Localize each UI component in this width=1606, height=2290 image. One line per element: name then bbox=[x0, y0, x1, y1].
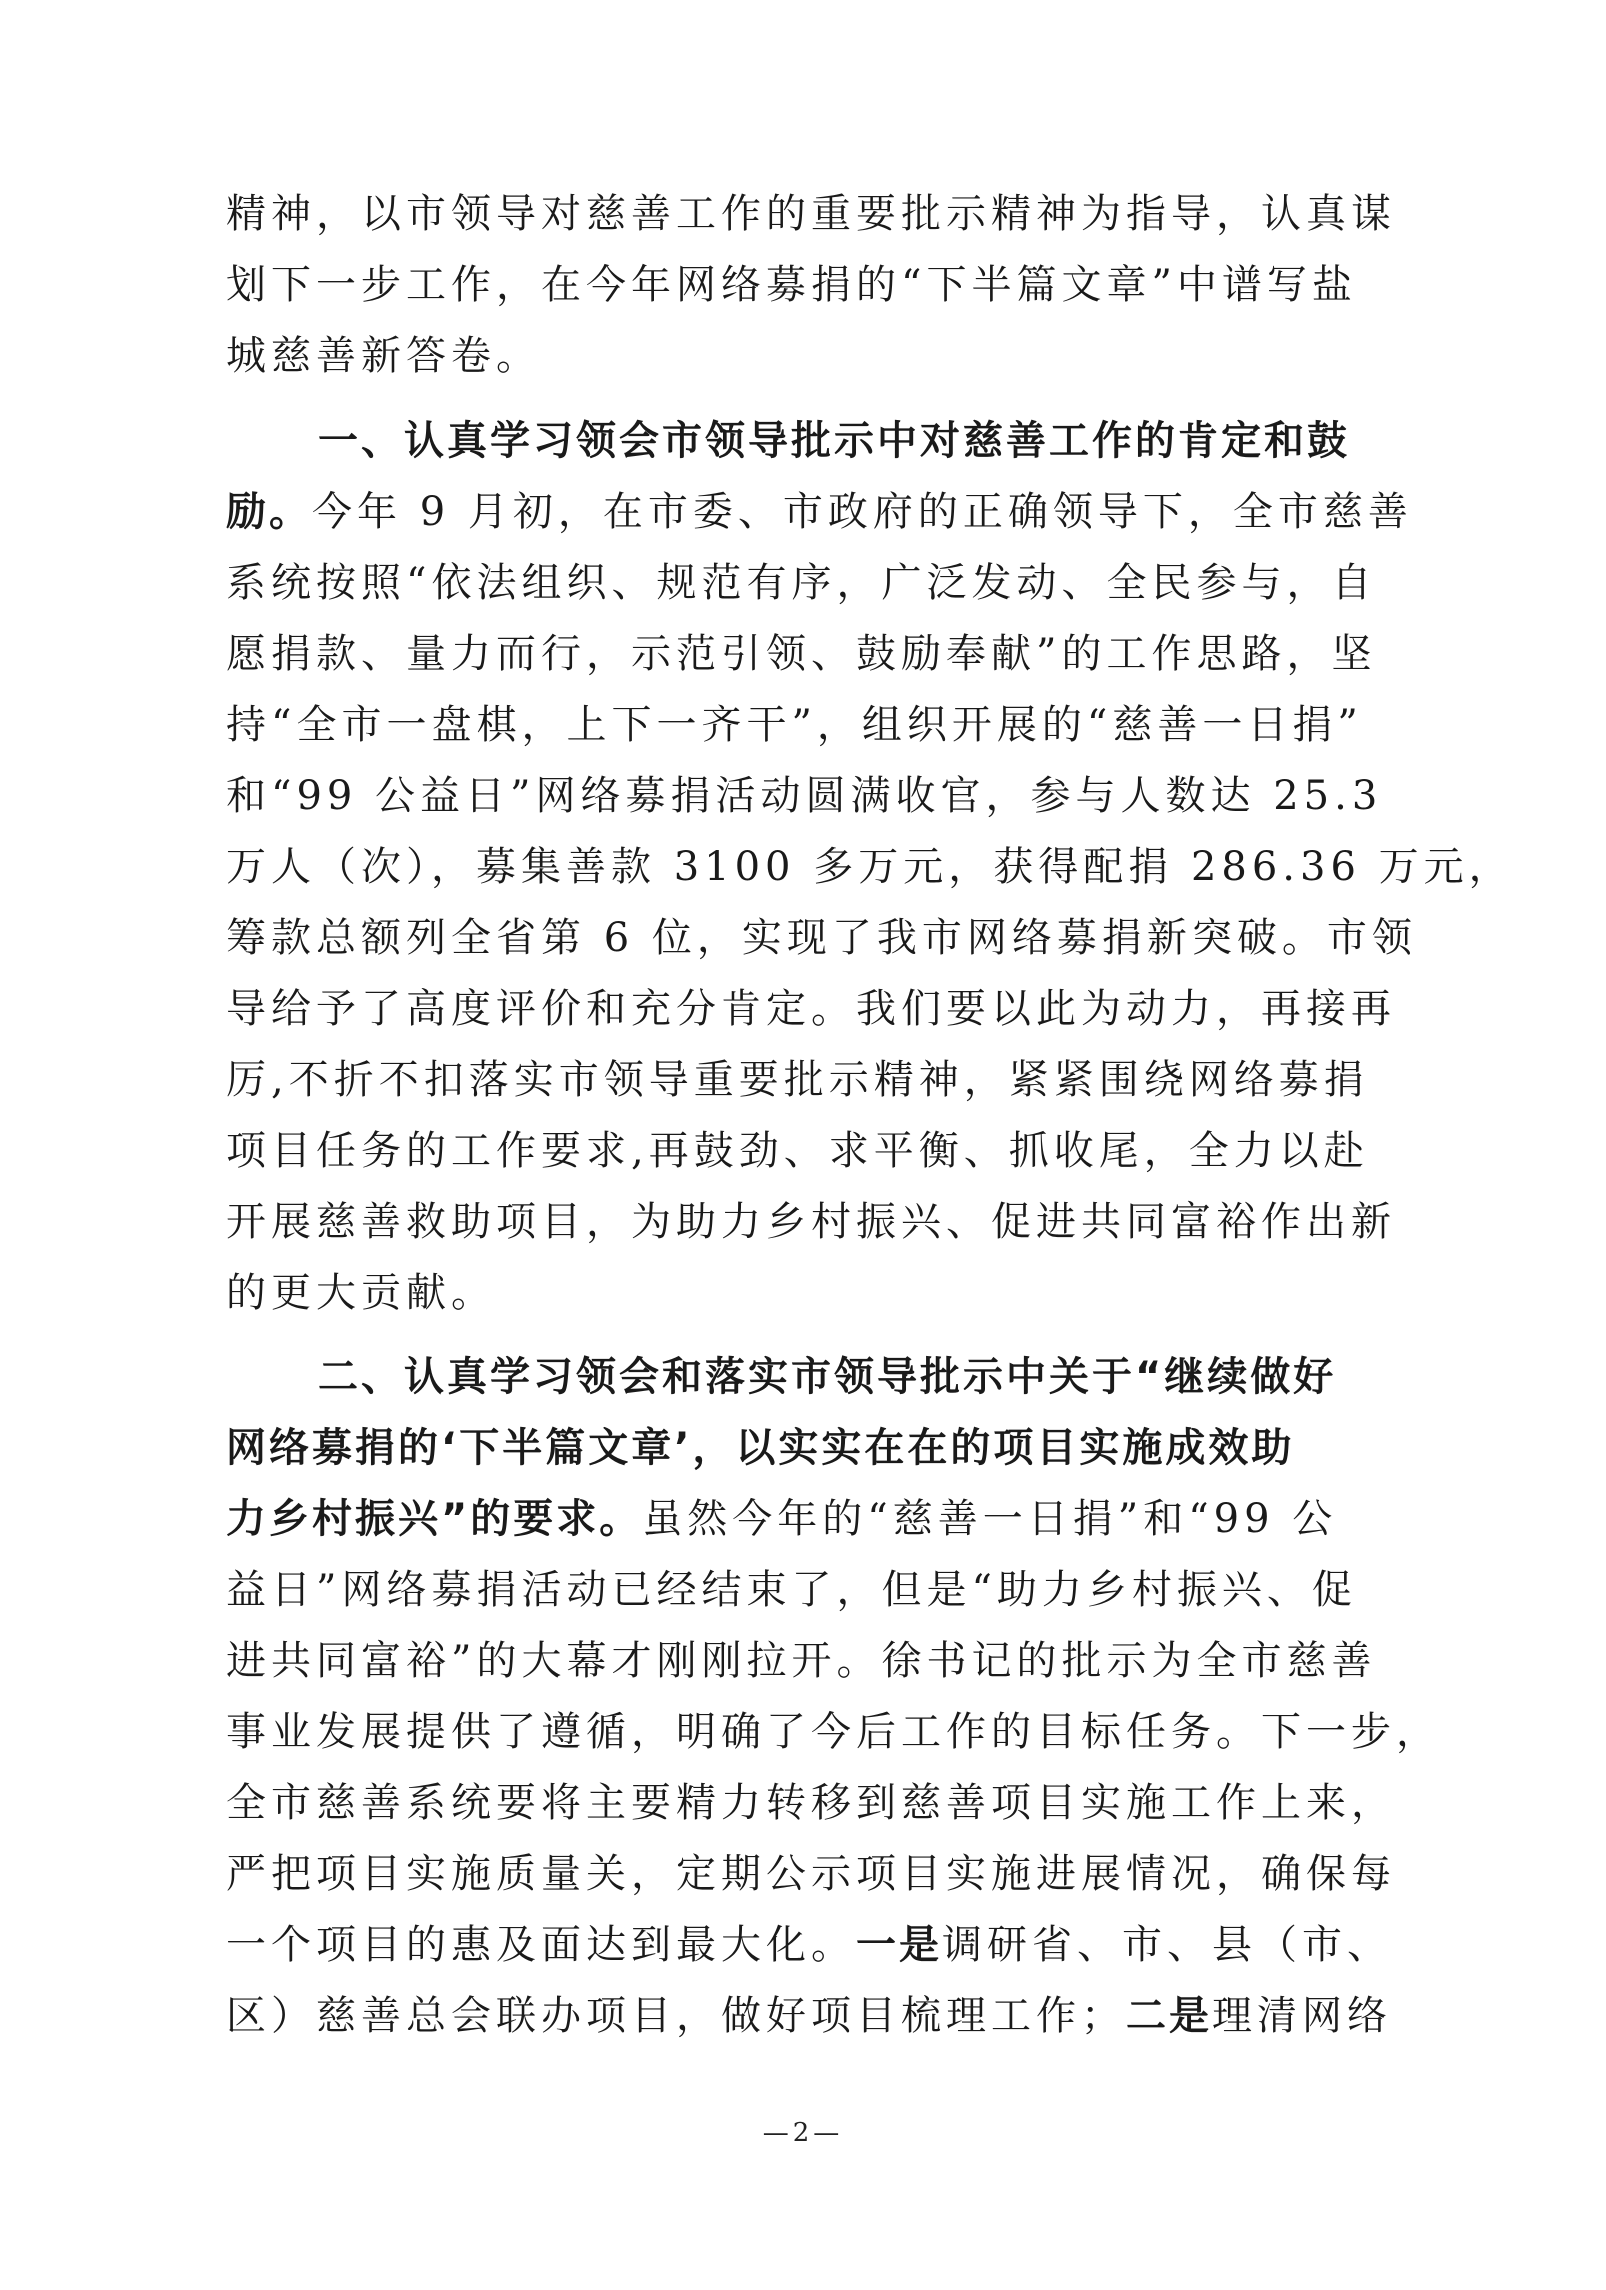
text-run: 一个项目的惠及面达到最大化。 bbox=[226, 1922, 856, 1968]
text-run: 厉,不折不扣落实市领导重要批示精神，紧紧围绕网络募捐 bbox=[226, 1057, 1369, 1103]
text-run: 系统按照“依法组织、规范有序，广泛发动、全民参与，自 bbox=[226, 560, 1377, 606]
text-line bbox=[226, 1052, 1376, 1108]
text-line bbox=[226, 910, 1417, 966]
text-run: 理清网络 bbox=[1212, 1993, 1392, 2039]
heading-run: 力乡村振兴”的要求。 bbox=[226, 1496, 643, 1542]
text-line bbox=[226, 1194, 1396, 1250]
text-run: 开展慈善救助项目，为助力乡村振兴、促进共同富裕作出新 bbox=[226, 1199, 1396, 1245]
text-line bbox=[226, 484, 1413, 540]
heading-run: 一、认真学习领会市领导批示中对慈善工作的肯定和鼓 bbox=[318, 418, 1350, 464]
text-line bbox=[226, 1633, 1376, 1689]
text-line bbox=[226, 1846, 1396, 1902]
heading-run: 二、认真学习领会和落实市领导批示中关于“继续做好 bbox=[318, 1354, 1337, 1400]
text-line bbox=[226, 768, 1383, 824]
text-run: 严把项目实施质量关，定期公示项目实施进展情况，确保每 bbox=[226, 1851, 1396, 1897]
section-heading-2 bbox=[318, 1349, 1378, 1405]
text-run: 今年 9 月初，在市委、市政府的正确领导下，全市慈善 bbox=[312, 489, 1413, 535]
text-run: 事业发展提供了遵循，明确了今后工作的目标任务。下一步， bbox=[226, 1709, 1441, 1755]
page-number: —2— bbox=[762, 2118, 844, 2148]
text-line bbox=[226, 626, 1376, 682]
text-run: 进共同富裕”的大幕才刚刚拉开。徐书记的批示为全市慈善 bbox=[226, 1638, 1377, 1684]
heading-run: 网络募捐的‘下半篇文章’，以实实在在的项目实施成效助 bbox=[226, 1425, 1295, 1471]
text-run: 项目任务的工作要求,再鼓劲、求平衡、抓收尾，全力以赴 bbox=[226, 1128, 1369, 1174]
text-run: 调研省、市、县（市、 bbox=[942, 1922, 1392, 1968]
text-line bbox=[226, 1917, 1392, 1973]
text-run: 区）慈善总会联办项目，做好项目梳理工作； bbox=[226, 1993, 1126, 2039]
text-line bbox=[226, 257, 1376, 313]
text-line bbox=[226, 1123, 1376, 1179]
text-run: 虽然今年的“慈善一日捐”和“99 公 bbox=[642, 1496, 1338, 1542]
text-run: 划下一步工作，在今年网络募捐的“下半篇文章”中谱写盐 bbox=[226, 262, 1357, 308]
text-run: 精神，以市领导对慈善工作的重要批示精神为指导，认真谋 bbox=[226, 191, 1396, 237]
text-run: 益日”网络募捐活动已经结束了，但是“助力乡村振兴、促 bbox=[226, 1567, 1357, 1613]
text-run: 筹款总额列全省第 6 位，实现了我市网络募捐新突破。市领 bbox=[226, 915, 1417, 961]
heading-run: 励。 bbox=[226, 489, 312, 535]
text-run: 愿捐款、量力而行，示范引领、鼓励奉献”的工作思路，坚 bbox=[226, 631, 1377, 677]
text-run: 万人（次），募集善款 3100 多万元，获得配捐 286.36 万元， bbox=[226, 844, 1514, 890]
text-run: 全市慈善系统要将主要精力转移到慈善项目实施工作上来， bbox=[226, 1780, 1396, 1826]
text-line bbox=[226, 981, 1396, 1037]
text-run: 导给予了高度评价和充分肯定。我们要以此为动力，再接再 bbox=[226, 986, 1396, 1032]
text-line bbox=[226, 1265, 1376, 1321]
text-line bbox=[226, 186, 1396, 242]
text-line bbox=[226, 839, 1514, 895]
text-line bbox=[226, 697, 1376, 753]
emphasis-run: 二是 bbox=[1126, 1993, 1212, 2039]
text-line bbox=[226, 1775, 1396, 1831]
text-run: 和“99 公益日”网络募捐活动圆满收官，参与人数达 25.3 bbox=[226, 773, 1383, 819]
text-run: 持“全市一盘棋，上下一齐干”，组织开展的“慈善一日捐” bbox=[226, 702, 1363, 748]
text-line bbox=[226, 1491, 1376, 1547]
text-line bbox=[226, 1562, 1376, 1618]
text-line bbox=[226, 1988, 1392, 2044]
section-heading-1 bbox=[318, 413, 1378, 469]
emphasis-run: 一是 bbox=[856, 1922, 942, 1968]
text-line bbox=[226, 1704, 1441, 1760]
text-run: 城慈善新答卷。 bbox=[226, 333, 541, 379]
text-line bbox=[226, 555, 1376, 611]
text-run: 的更大贡献。 bbox=[226, 1270, 496, 1316]
text-line bbox=[226, 328, 1376, 384]
text-line bbox=[226, 1420, 1376, 1476]
